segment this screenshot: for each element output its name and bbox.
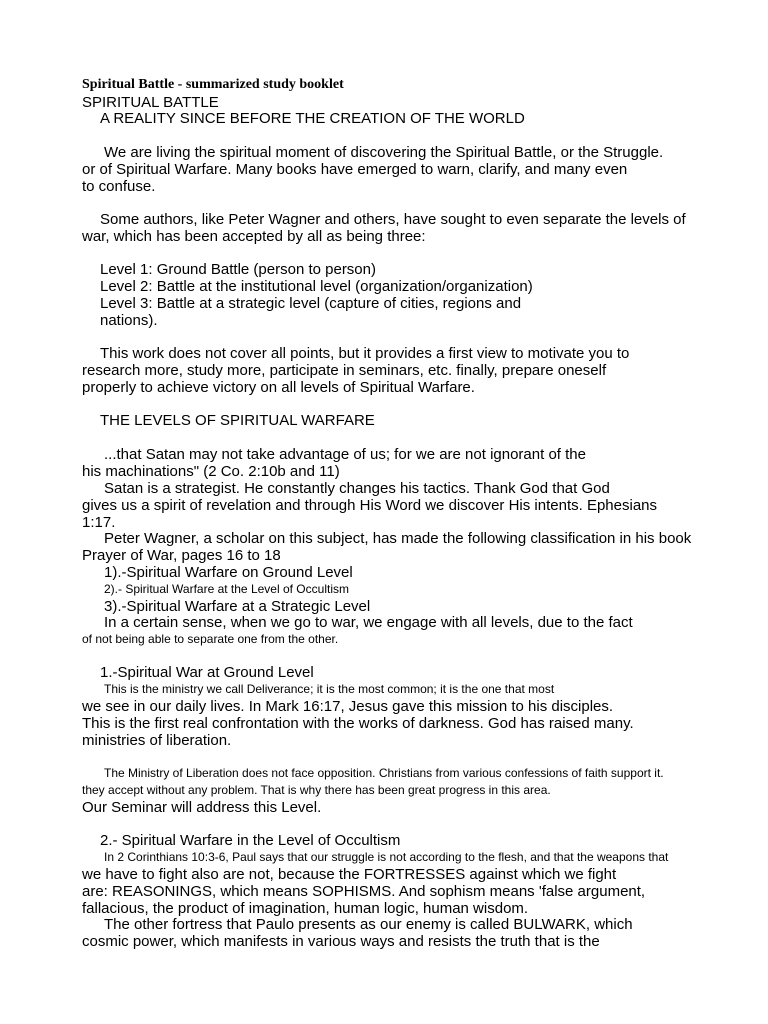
text-line: ministries of liberation. [82,732,232,749]
text-line: they accept without any problem. That is why there has been great progress in this area. [82,783,551,797]
text-line: we see in our daily lives. In Mark 16:17, Jesus gave this mission to his disciples. [82,698,614,715]
text-line: This is the first real confrontation with the works of darkness. God has raised many. [82,715,634,732]
text-line: In 2 Corinthians 10:3-6, Paul says that our struggle is not according to the flesh, and that the weapons that [104,850,669,864]
quote-line: his machinations" (2 Co. 2:10b and 11) [82,463,340,480]
text-line: The Ministry of Liberation does not face opposition. Christians from various confessions of faith support it. [104,766,664,780]
level-2-item: Level 2: Battle at the institutional level (organization/organization) [100,278,533,295]
text-line: cosmic power, which manifests in various ways and resists the truth that is the [82,933,600,950]
text-line: research more, study more, participate in seminars, etc. finally, prepare oneself [82,362,607,379]
text-line: This work does not cover all points, but it provides a first view to motivate you to [100,345,630,362]
classification-item-3: 3).-Spiritual Warfare at a Strategic Level [104,598,371,615]
text-line: Some authors, like Peter Wagner and others, have sought to even separate the levels of [100,211,686,228]
text-line: This is the ministry we call Deliverance; it is the most common; it is the one that most [104,682,555,696]
text-line: 1:17. [82,514,116,531]
text-line: of not being able to separate one from the other. [82,632,339,646]
text-line: We are living the spiritual moment of discovering the Spiritual Battle, or the Struggle. [104,144,664,161]
text-line: war, which has been accepted by all as being three: [82,228,426,245]
text-line: gives us a spirit of revelation and through His Word we discover His intents. Ephesians [82,497,658,514]
document-title: Spiritual Battle - summarized study booklet [82,77,344,92]
text-line: we have to fight also are not, because the FORTRESSES against which we fight [82,866,617,883]
heading-spiritual-battle: SPIRITUAL BATTLE [82,94,219,111]
subheading-reality: A REALITY SINCE BEFORE THE CREATION OF THE WORLD [100,110,525,127]
quote-line: ...that Satan may not take advantage of us; for we are not ignorant of the [104,446,586,463]
text-line: Prayer of War, pages 16 to 18 [82,547,281,564]
text-line: fallacious, the product of imagination, human logic, human wisdom. [82,900,529,917]
level-3-item-cont: nations). [100,312,158,329]
text-line: are: REASONINGS, which means SOPHISMS. And sophism means 'false argument, [82,883,646,900]
text-line: Satan is a strategist. He constantly changes his tactics. Thank God that God [104,480,610,497]
section-heading-levels: THE LEVELS OF SPIRITUAL WARFARE [100,412,375,429]
text-line: properly to achieve victory on all levels of Spiritual Warfare. [82,379,475,396]
level-3-item: Level 3: Battle at a strategic level (capture of cities, regions and [100,295,522,312]
text-line: In a certain sense, when we go to war, we engage with all levels, due to the fact [104,614,633,631]
classification-item-2: 2).- Spiritual Warfare at the Level of Occultism [104,582,349,596]
section-heading-occultism: 2.- Spiritual Warfare in the Level of Occultism [100,832,401,849]
level-1-item: Level 1: Ground Battle (person to person) [100,261,376,278]
text-line: or of Spiritual Warfare. Many books have emerged to warn, clarify, and many even [82,161,628,178]
text-line: The other fortress that Paulo presents as our enemy is called BULWARK, which [104,916,633,933]
text-line: Peter Wagner, a scholar on this subject, has made the following classification in his book [104,530,692,547]
classification-item-1: 1).-Spiritual Warfare on Ground Level [104,564,353,581]
text-line: to confuse. [82,178,156,195]
text-line: Our Seminar will address this Level. [82,799,322,816]
section-heading-ground-level: 1.-Spiritual War at Ground Level [100,664,314,681]
